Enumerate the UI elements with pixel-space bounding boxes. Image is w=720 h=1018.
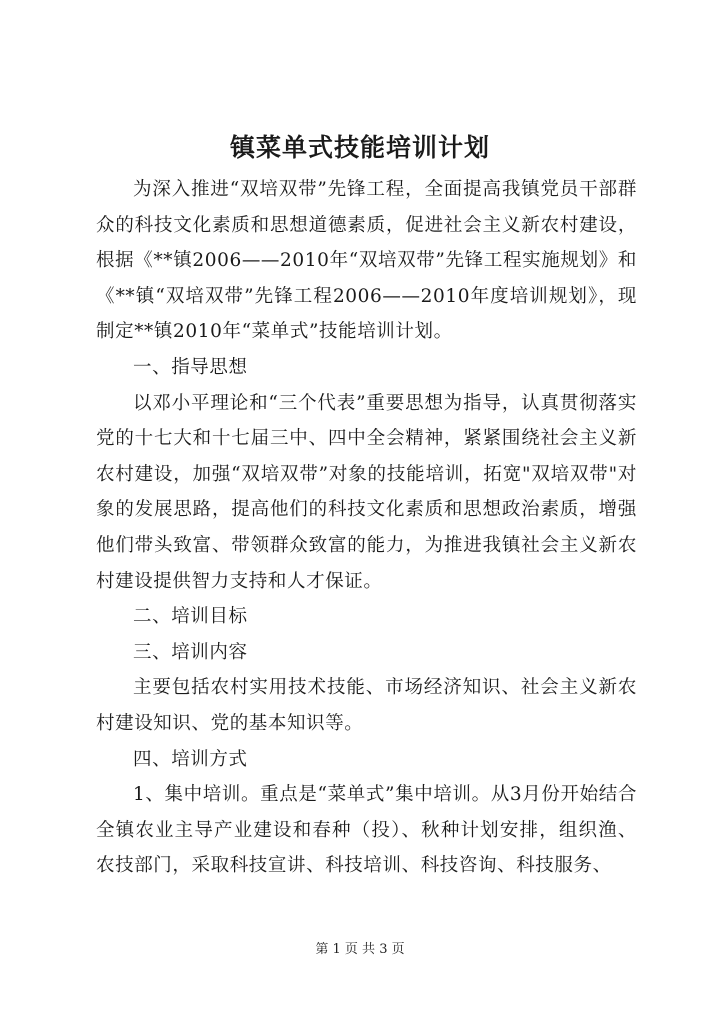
paragraph-guiding-thought: 以邓小平理论和“三个代表”重要思想为指导，认真贯彻落实党的十七大和十七届三中、四中全会精神，紧紧围绕社会主义新农村建设，加强“双培双带”对象的技能培训，拓宽"双培双带"对象的发展思路，提高他们的科技文化素质和思想政治素质，增强他们带头致富、带领群众致富的能力，为推进我镇社会主义新农村建设提供智力支持和人才保证。 [96,392,637,592]
section-heading-training-content: 三、培训内容 [133,641,248,663]
section-heading-training-method: 四、培训方式 [133,748,248,770]
paragraph-intro: 为深入推进“双培双带”先锋工程，全面提高我镇党员干部群众的科技文化素质和思想道德素质，促进社会主义新农村建设，根据《**镇2006——2010年“双培双带”先锋工程实施规划》和《**镇“双培双带”先锋工程2006——2010年度培训规划》，现制定**镇2010年“菜单式”技能培训计划。 [96,179,637,343]
paragraph-training-content: 主要包括农村实用技术技能、市场经济知识、社会主义新农村建设知识、党的基本知识等。 [96,677,637,734]
document-title: 镇菜单式技能培训计划 [229,133,490,162]
page-footer: 第 1 页 共 3 页 [315,942,405,957]
document-body [96,172,637,884]
paragraph-training-method: 1、集中培训。重点是“菜单式”集中培训。从3月份开始结合全镇农业主导产业建设和春种（投）、秋种计划安排，组织渔、农技部门，采取科技宣讲、科技培训、科技咨询、科技服务、 [96,784,637,877]
section-heading-guiding-thought: 一、指导思想 [133,356,248,378]
section-heading-training-goal: 二、培训目标 [133,606,248,628]
